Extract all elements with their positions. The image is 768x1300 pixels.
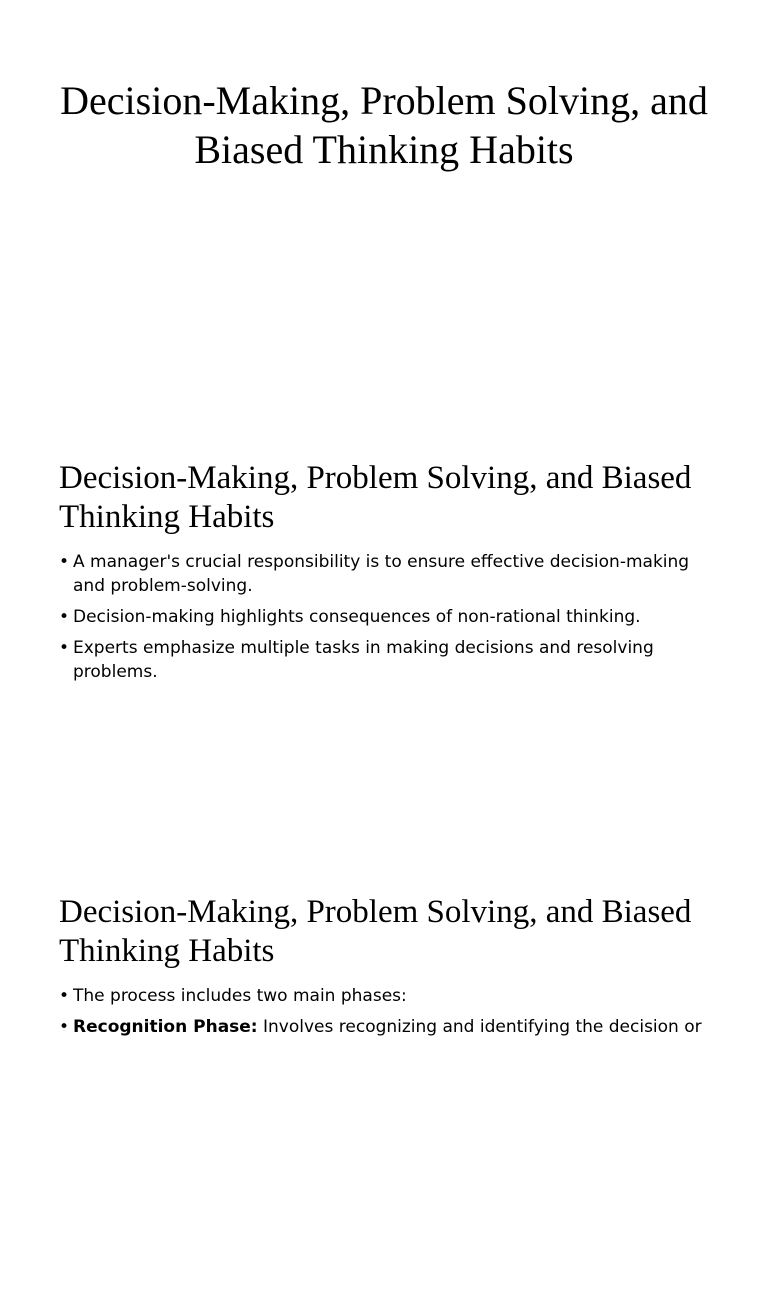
slide-2 <box>0 434 768 866</box>
slide-title: Decision-Making, Problem Solving, and Biased Thinking Habits <box>60 78 708 172</box>
bullet-marker: • <box>59 986 70 1006</box>
bullet-marker: • <box>59 1017 70 1037</box>
slide-1 <box>0 0 768 432</box>
bullet-item <box>59 605 709 629</box>
bullet-list <box>59 984 709 1046</box>
bullet-item <box>59 550 709 598</box>
bullet-item <box>59 984 709 1008</box>
bullet-label: Recognition Phase: <box>73 1017 258 1037</box>
bullet-marker: • <box>59 552 70 572</box>
bullet-item <box>59 1015 709 1039</box>
bullet-text: The process includes two main phases: <box>73 986 407 1006</box>
bullet-marker: • <box>59 638 70 658</box>
bullet-marker: • <box>59 607 70 627</box>
slide-heading: Decision-Making, Problem Solving, and Biased Thinking Habits <box>59 460 692 535</box>
slide-heading: Decision-Making, Problem Solving, and Biased Thinking Habits <box>59 894 692 969</box>
bullet-text: A manager's crucial responsibility is to ensure effective decision-making and problem-solving. <box>73 552 690 596</box>
bullet-text: Decision-making highlights consequences of non-rational thinking. <box>73 607 641 627</box>
bullet-item <box>59 636 709 684</box>
bullet-list <box>59 550 709 691</box>
bullet-text: Involves recognizing and identifying the decision or <box>257 1017 702 1037</box>
bullet-text: Experts emphasize multiple tasks in making decisions and resolving problems. <box>73 638 654 682</box>
slide-3 <box>0 868 768 1300</box>
